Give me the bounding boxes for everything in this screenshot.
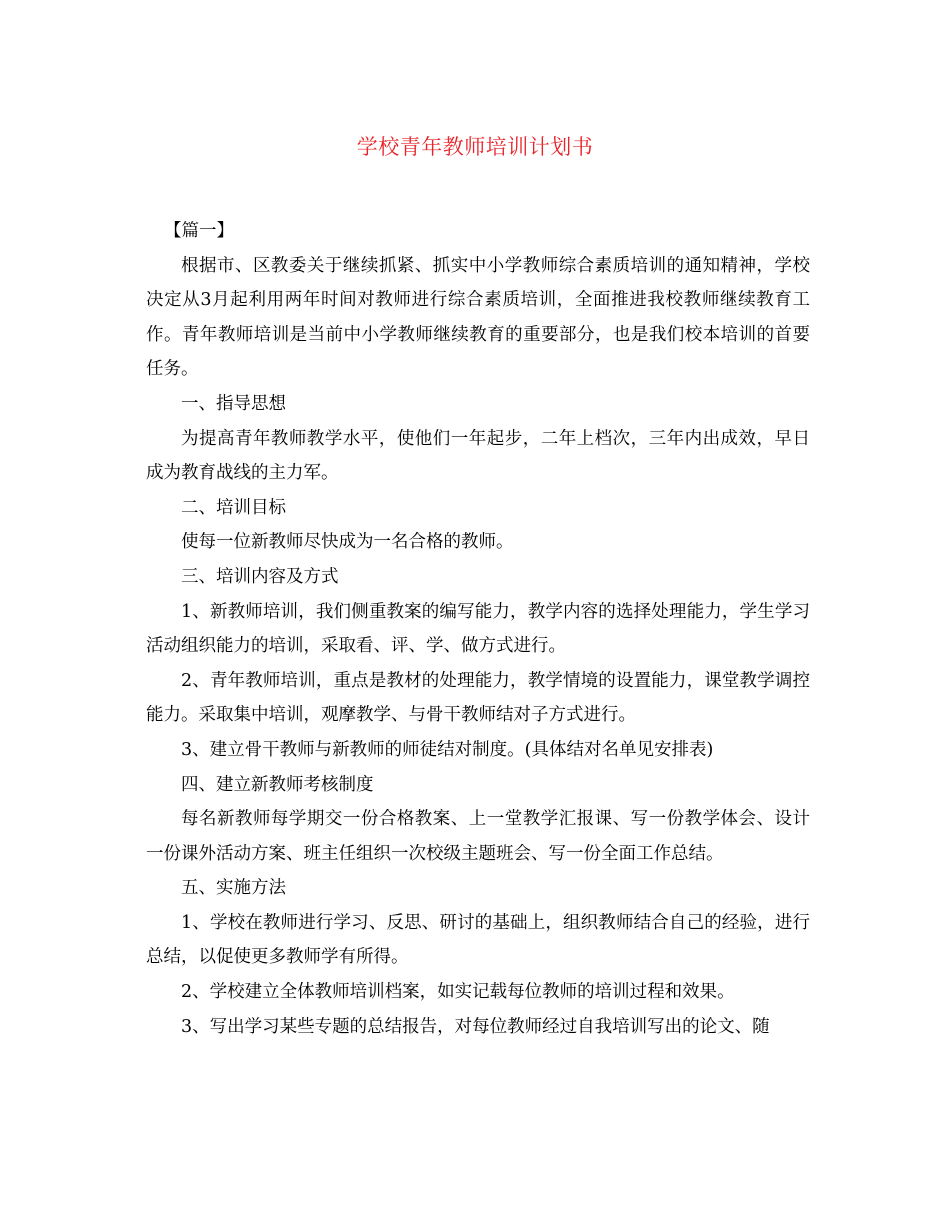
paragraph-implementation-item-2: 2、学校建立全体教师培训档案，如实记载每位教师的培训过程和效果。 [181, 982, 735, 1003]
document-body [146, 214, 810, 1044]
paragraph-implementation-item-1: 1、学校在教师进行学习、反思、研讨的基础上，组织教师结合自己的经验，进行总结，以促使更多教师学有所得。 [146, 912, 810, 968]
heading-training-goal: 二、培训目标 [181, 497, 286, 518]
paragraph-content-item-2: 2、青年教师培训，重点是教材的处理能力，教学情境的设置能力，课堂教学调控能力。采取集中培训，观摩教学、与骨干教师结对子方式进行。 [146, 670, 810, 726]
paragraph-guiding-ideology: 为提高青年教师教学水平，使他们一年起步，二年上档次，三年内出成效，早日成为教育战线的主力军。 [146, 428, 810, 484]
paragraph-content-item-3: 3、建立骨干教师与新教师的师徒结对制度。(具体结对名单见安排表) [181, 739, 714, 760]
paragraph-intro: 根据市、区教委关于继续抓紧、抓实中小学教师综合素质培训的通知精神，学校决定从3月起利用两年时间对教师进行综合素质培训，全面推进我校教师继续教育工作。青年教师培训是当前中小学教师继续教育的重要部分，也是我们校本培训的首要任务。 [146, 255, 810, 380]
section-mark: 【篇一】 [164, 221, 234, 241]
paragraph-assessment-system: 每名新教师每学期交一份合格教案、上一堂教学汇报课、写一份教学体会、设计一份课外活动方案、班主任组织一次校级主题班会、写一份全面工作总结。 [146, 809, 810, 864]
heading-assessment-system: 四、建立新教师考核制度 [181, 774, 374, 795]
document-title: 学校青年教师培训计划书 [356, 135, 594, 159]
heading-training-content: 三、培训内容及方式 [181, 566, 339, 587]
heading-guiding-ideology: 一、指导思想 [181, 393, 286, 414]
paragraph-content-item-1: 1、新教师培训，我们侧重教案的编写能力，教学内容的选择处理能力，学生学习活动组织能力的培训，采取看、评、学、做方式进行。 [146, 601, 810, 657]
paragraph-training-goal: 使每一位新教师尽快成为一名合格的教师。 [181, 532, 514, 553]
paragraph-implementation-item-3: 3、写出学习某些专题的总结报告，对每位教师经过自我培训写出的论文、随 [181, 1016, 770, 1037]
heading-implementation: 五、实施方法 [181, 878, 286, 899]
